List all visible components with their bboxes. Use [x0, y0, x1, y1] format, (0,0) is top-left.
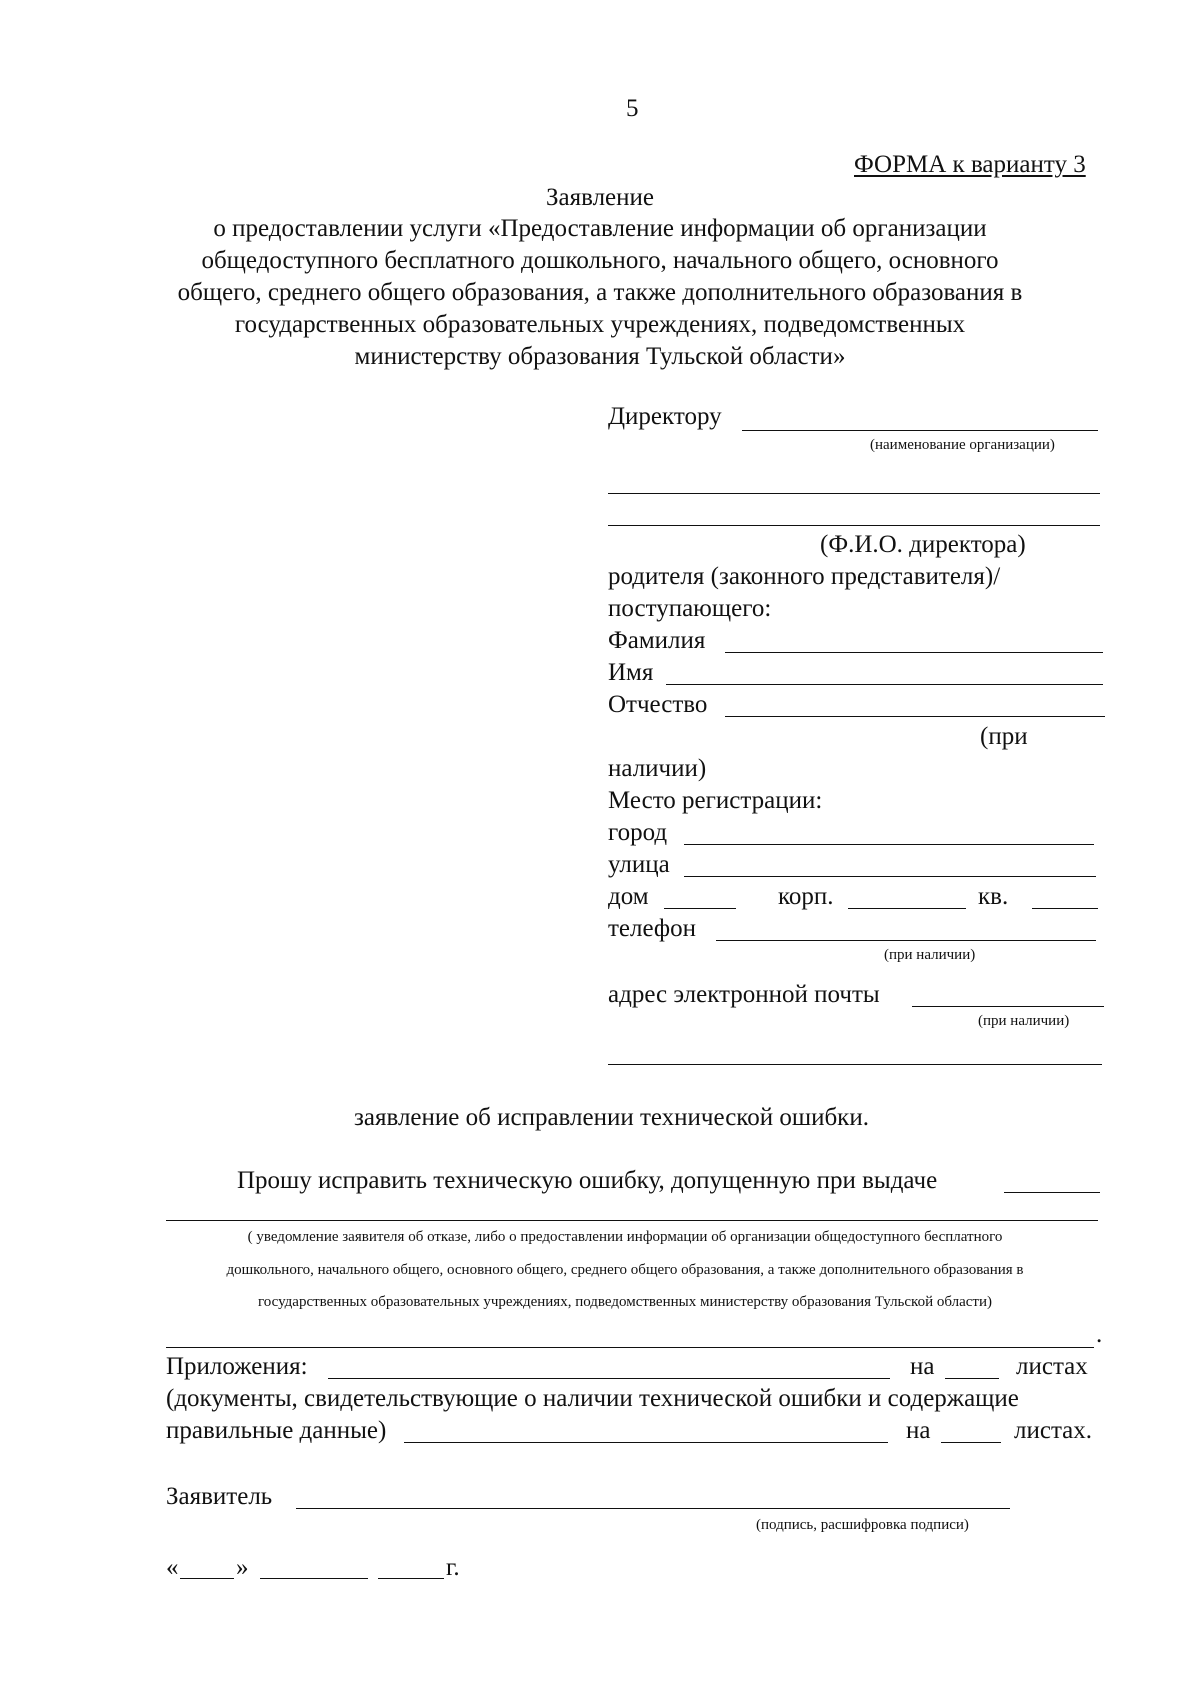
- title-line-3: общего, среднего общего образования, а также дополнительного образования в: [177, 279, 1023, 306]
- title-line-5: министерству образования Тульской области»: [354, 343, 846, 370]
- if-any-hint-1: (при: [980, 723, 1028, 750]
- date-day-field[interactable]: [180, 1578, 234, 1579]
- sheets-label-1: листах: [1016, 1353, 1088, 1380]
- request-text: Прошу исправить техническую ошибку, допущенную при выдаче: [237, 1167, 938, 1194]
- title-line-1: о предоставлении услуги «Предоставление информации об организации: [213, 215, 987, 242]
- name-field[interactable]: [666, 684, 1103, 685]
- subject-line: заявление об исправлении технической ошибки.: [354, 1104, 869, 1131]
- correct-data-label: правильные данные): [166, 1417, 387, 1444]
- email-label: адрес электронной почты: [608, 981, 880, 1008]
- director-fio-hint: (Ф.И.О. директора): [820, 531, 1026, 558]
- phone-label: телефон: [608, 915, 696, 942]
- patronymic-label: Отчество: [608, 691, 708, 718]
- sheets-count-field-2[interactable]: [941, 1442, 1001, 1443]
- extra-field[interactable]: [608, 1064, 1102, 1065]
- applicant-label: поступающего:: [608, 595, 772, 622]
- form-label: ФОРМА к варианту 3: [854, 151, 1086, 178]
- year-suffix: г.: [446, 1554, 460, 1581]
- director-fio-field[interactable]: [608, 525, 1100, 526]
- signature-hint: (подпись, расшифровка подписи): [756, 1517, 969, 1533]
- attachments-field[interactable]: [328, 1378, 890, 1379]
- on-label-2: на: [906, 1417, 931, 1444]
- applicant-label: Заявитель: [166, 1483, 273, 1510]
- docs-line: (документы, свидетельствующие о наличии технической ошибки и содержащие: [166, 1385, 1019, 1412]
- date-month-field[interactable]: [260, 1578, 368, 1579]
- request-field-2[interactable]: [166, 1347, 1094, 1348]
- period-mark: .: [1096, 1321, 1103, 1348]
- registration-label: Место регистрации:: [608, 787, 823, 814]
- applicant-signature-field[interactable]: [296, 1508, 1010, 1509]
- apartment-label: кв.: [978, 883, 1009, 910]
- if-any-hint-2: наличии): [608, 755, 707, 782]
- date-quote-close: »: [236, 1554, 249, 1581]
- request-field-inline[interactable]: [1004, 1192, 1100, 1193]
- building-label: корп.: [778, 883, 834, 910]
- email-field[interactable]: [912, 1006, 1104, 1007]
- title-line-4: государственных образовательных учреждениях, подведомственных: [234, 311, 966, 338]
- org-name-hint: (наименование организации): [870, 437, 1055, 453]
- request-hint-1: ( уведомление заявителя об отказе, либо о предоставлении информации об организации общедоступного бесплатного: [247, 1229, 1003, 1245]
- surname-field[interactable]: [725, 652, 1103, 653]
- building-field[interactable]: [848, 908, 966, 909]
- correct-data-field[interactable]: [404, 1442, 888, 1443]
- date-quote-open: «: [166, 1554, 179, 1581]
- city-label: город: [608, 819, 668, 846]
- sheets-count-field-1[interactable]: [945, 1378, 999, 1379]
- director-label: Директору: [608, 403, 722, 430]
- phone-field[interactable]: [716, 940, 1096, 941]
- page-number: 5: [626, 95, 639, 122]
- org-name-field-2[interactable]: [608, 493, 1100, 494]
- phone-hint: (при наличии): [884, 947, 976, 963]
- title-line-2: общедоступного бесплатного дошкольного, начального общего, основного: [201, 247, 999, 274]
- street-field[interactable]: [684, 876, 1096, 877]
- date-year-field[interactable]: [378, 1578, 444, 1579]
- house-field[interactable]: [664, 908, 736, 909]
- city-field[interactable]: [684, 844, 1094, 845]
- house-label: дом: [608, 883, 649, 910]
- apartment-field[interactable]: [1032, 908, 1098, 909]
- attachments-label: Приложения:: [166, 1353, 308, 1380]
- name-label: Имя: [608, 659, 654, 686]
- request-field[interactable]: [166, 1220, 1098, 1221]
- request-hint-3: государственных образовательных учреждениях, подведомственных министерству образования Тульской области): [258, 1294, 992, 1310]
- parent-label: родителя (законного представителя)/: [608, 563, 1001, 590]
- request-hint-2: дошкольного, начального общего, основного общего, среднего общего образования, а также дополнительного образования в: [226, 1262, 1024, 1278]
- sheets-label-2: листах.: [1014, 1417, 1093, 1444]
- street-label: улица: [608, 851, 670, 878]
- org-name-field[interactable]: [742, 430, 1098, 431]
- surname-label: Фамилия: [608, 627, 706, 654]
- patronymic-field[interactable]: [725, 716, 1105, 717]
- email-hint: (при наличии): [978, 1013, 1070, 1029]
- on-label-1: на: [910, 1353, 935, 1380]
- document-heading: Заявление: [545, 184, 655, 211]
